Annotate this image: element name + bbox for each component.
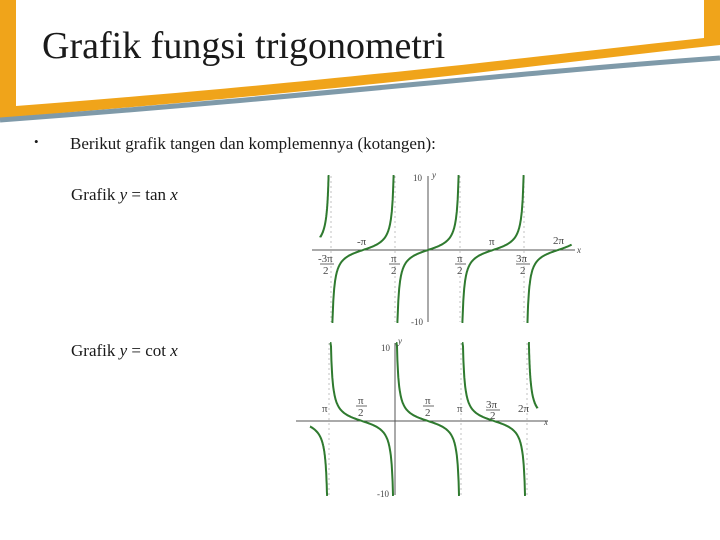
tan-curve-branch <box>462 176 525 322</box>
tan-tick-pi: π <box>489 236 495 248</box>
tan-tick-2pi: 2π <box>553 235 565 247</box>
tan-tick-negpi2-num: π <box>391 253 397 265</box>
cot-tick-pi2-den: 2 <box>425 407 431 419</box>
caption-var-x: x <box>170 341 178 360</box>
cot-tick-negpi: π <box>322 403 328 415</box>
caption-var-y: y <box>119 185 128 204</box>
cot-curve-branch <box>330 343 394 495</box>
caption-eq: = cot <box>127 341 171 360</box>
cot-y-label: y <box>398 336 402 346</box>
cot-tick-negpi2-num: π <box>358 395 364 407</box>
tan-tick-3pi2-den: 2 <box>520 265 526 277</box>
cot-tick-3pi2-den: 2 <box>490 410 496 422</box>
tan-curve-branch <box>332 176 395 322</box>
tan-curve-branch <box>527 245 572 322</box>
cot-curve-branch <box>310 427 328 495</box>
tan-tick-neg3pi2-num: -3π <box>318 253 333 265</box>
caption-var-y: y <box>119 341 128 360</box>
cot-tick-pi2-num: π <box>425 395 431 407</box>
caption-eq: = tan <box>127 185 171 204</box>
tan-tick-neg3pi2-den: 2 <box>323 265 329 277</box>
cot-x-label: x <box>544 417 548 427</box>
cot-tick-negpi2-den: 2 <box>358 407 364 419</box>
tan-curves <box>320 176 571 322</box>
caption-var-x: x <box>170 185 178 204</box>
caption-prefix: Grafik <box>71 341 120 360</box>
tan-curve-branch <box>320 176 329 237</box>
cot-curve-branch <box>396 343 460 495</box>
cot-curves <box>310 343 537 495</box>
cot-tick-3pi2-num: 3π <box>486 399 498 411</box>
cot-graph <box>296 336 548 499</box>
tan-tick-pi2-den: 2 <box>457 265 463 277</box>
tan-ymin-label: -10 <box>411 317 423 327</box>
tan-tick-pi2-num: π <box>457 253 463 265</box>
tan-y-label: y <box>432 170 436 180</box>
cot-tick-2pi: 2π <box>518 403 530 415</box>
tan-x-label: x <box>577 245 581 255</box>
cot-curve-branch <box>528 343 537 408</box>
caption-prefix: Grafik <box>71 185 120 204</box>
cot-tick-pi: π <box>457 403 463 415</box>
tan-graph <box>312 170 581 327</box>
slide-title: Grafik fungsi trigonometri <box>42 25 446 67</box>
tan-tick-negpi2-den: 2 <box>391 265 397 277</box>
tan-tick-negpi: -π <box>357 236 367 248</box>
bullet-dot: • <box>34 134 39 149</box>
tan-tick-3pi2-num: 3π <box>516 253 528 265</box>
cot-ymin-label: -10 <box>377 489 389 499</box>
bullet-text: Berikut grafik tangen dan komplemennya (kotangen): <box>70 134 436 153</box>
cot-ymax-label: 10 <box>381 343 390 353</box>
tan-ymax-label: 10 <box>413 173 422 183</box>
